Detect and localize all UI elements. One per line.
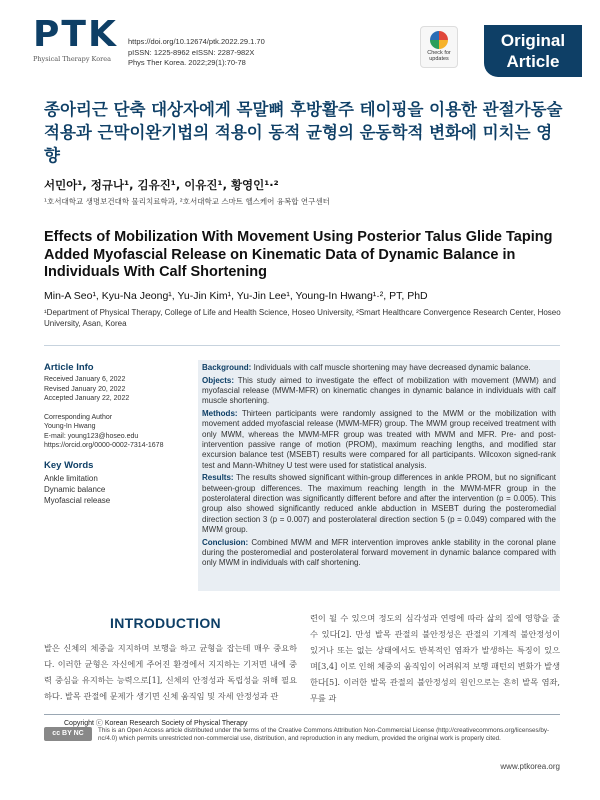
article-info-panel <box>44 362 194 506</box>
corresponding-author-label: Corresponding Author <box>44 413 113 421</box>
copyright-line: Copyright ⓒ Korean Research Society of Physical Therapy <box>64 720 248 727</box>
article-info-heading: Article Info <box>44 362 94 373</box>
korean-affiliation: ¹호서대학교 생명보건대학 물리치료학과, ²호서대학교 스마트 헬스케어 융복합 연구센터 <box>44 197 330 206</box>
abstract-methods-text: Thirteen participants were randomly assigned to the MWM or the mobilization with movement added myofascial release (MWM-MFR) group. The MWM group received treatment with only MWM, whereas the MWM-MFR group was treated with MWM and MFR. Pre- and post-intervention passive range of motion (PROM), maximum reaching lengths, and modified star excursion balance test (MSEBT) results were compared for all participants. Wilcoxon signed-rank test and Mann-Whitney U test were used for statistical analysis. <box>202 409 556 470</box>
abstract-methods <box>202 409 556 471</box>
english-title: Effects of Mobilization With Movement Using Posterior Talus Glide Taping Added Myofascial Release on Kinematic Data of Dynamic Balance in Individuals With Calf Shortening <box>44 229 553 280</box>
article-type-line-1: Original <box>500 31 566 50</box>
keyword-item: Dynamic balance <box>44 484 106 494</box>
abstract-results <box>202 473 556 535</box>
corresponding-author-name: Young-In Hwang <box>44 423 96 430</box>
license-text: This is an Open Access article distributed under the terms of the Creative Commons Attribution Non-Commercial License (http://creativecommons.org/licenses/by-nc/4.0) which permits unrestricted non-commercial use, distribution, and reproduction in any medium, provided the original work is properly cited. <box>98 727 550 742</box>
article-type-badge <box>484 25 582 77</box>
section-divider <box>44 345 560 346</box>
corresponding-author-orcid[interactable]: https://orcid.org/0000-0002-7314-1678 <box>44 442 164 449</box>
korean-title: 종아리근 단축 대상자에게 목말뼈 후방활주 테이핑을 이용한 관절가동술 적용과 근막이완기법의 적용이 동적 균형의 운동학적 변화에 미치는 영향 <box>44 100 563 165</box>
abstract-results-label: Results: <box>202 473 234 483</box>
footer-divider <box>44 714 560 715</box>
creative-commons-icon[interactable]: cc BY NC <box>44 727 92 741</box>
doi-link[interactable]: https://doi.org/10.12674/ptk.2022.29.1.70 <box>128 37 265 46</box>
journal-header <box>0 0 600 76</box>
journal-logo[interactable] <box>33 14 119 63</box>
journal-website-link[interactable]: www.ptkorea.org <box>500 762 560 771</box>
introduction-heading: INTRODUCTION <box>110 615 221 631</box>
check-label-2: updates <box>429 56 449 62</box>
english-authors: Min-A Seo¹, Kyu-Na Jeong¹, Yu-Jin Kim¹, Yu-Jin Lee¹, Young-In Hwang¹·², PT, PhD <box>44 290 428 302</box>
article-type-line-2: Article <box>506 52 560 71</box>
accepted-date: Accepted January 22, 2022 <box>44 395 130 402</box>
crossmark-icon <box>430 31 448 49</box>
korean-authors: 서민아¹, 정규나¹, 김유진¹, 이유진¹, 황영인¹·² <box>44 178 279 192</box>
english-affiliation: ¹Department of Physical Therapy, College of Life and Health Science, Hoseo University, ²Smart Healthcare Convergence Research Center, Hoseo University, Asan, Korea <box>44 308 561 328</box>
citation-line: Phys Ther Korea. 2022;29(1):70-78 <box>128 58 246 67</box>
abstract-methods-label: Methods: <box>202 409 238 419</box>
body-column-right: 련이 될 수 있으며 정도의 심각성과 연령에 따라 삶의 질에 영향을 줄 수 있다[2]. 만성 발목 관절의 불안정성은 관절의 기계적 불안정성이 있거나 또는 없는 상태에서도 반복적인 염좌가 발생하는 특징이 있으며[3,4] 이로 인해 체중의 움직임이 어려워져 보행 패턴의 변화가 발생한다[5]. 이러한 발목 관절의 불안정성의 원인으로는 흔히 발목 염좌, 무릎 과 <box>310 613 560 703</box>
revised-date: Revised January 20, 2022 <box>44 385 126 393</box>
abstract-background-label: Background: <box>202 363 252 372</box>
abstract-background-text: Individuals with calf muscle shortening may have decreased dynamic balance. <box>253 363 531 372</box>
corresponding-author-email[interactable]: E-mail: young123@hoseo.edu <box>44 432 139 440</box>
abstract-conclusion-text: Combined MWM and MFR intervention improves ankle stability in the coronal plane during the posteromedial and posterolateral forward movement in dynamic balance compared with only MWM in individuals with calf shortening. <box>202 537 556 568</box>
check-label-1: Check for <box>427 50 451 56</box>
abstract-objects <box>202 376 556 407</box>
logo-subtitle: Physical Therapy Korea <box>33 55 111 63</box>
abstract-objects-label: Objects: <box>202 375 235 385</box>
abstract-conclusion <box>202 538 556 569</box>
issn-line: pISSN: 1225-8962 eISSN: 2287-982X <box>128 47 255 57</box>
logo-wordmark: PTK <box>33 14 118 55</box>
abstract-results-text: The results showed significant within-group differences in ankle PROM, but no significant between-group differences. The maximum reaching length in the MWM-MFR group in the posterolateral direction was significantly different before and after the intervention (p = 0.005). This group also showed significantly reduced ankle abduction in MSEBT during the posteromedial direction section 3 (p = 0.007) and posterolateral direction section 5 (p = 0.049) compared with the MWM group. <box>202 473 557 534</box>
keywords-heading: Key Words <box>44 459 94 471</box>
received-date: Received January 6, 2022 <box>44 376 126 383</box>
abstract-conclusion-label: Conclusion: <box>202 537 249 547</box>
abstract-objects-text: This study aimed to investigate the effect of mobilization with movement (MWM) and myofascial release (MWM-MFR) on kinematic changes in dynamic balance in individuals with calf muscle shortening. <box>202 375 556 406</box>
abstract-background <box>202 363 556 373</box>
abstract-box <box>198 360 560 591</box>
body-column-left: 발은 신체의 체중을 지지하며 보행을 하고 균형을 잡는데 매우 중요하다. 이러한 균형은 자신에게 주어진 환경에서 지지하는 기저면 내에 중력 중심을 유지하는 능력으로[1], 신체의 안정성과 독립성을 위해 필요하다. 발목 관절에 문제가 생기면 신체 움직임 및 자세 안정성과 관 <box>44 643 297 701</box>
citation-meta <box>128 37 265 69</box>
keyword-item: Ankle limitation <box>44 473 98 483</box>
check-for-updates-button[interactable] <box>420 26 458 68</box>
keyword-item: Myofascial release <box>44 495 111 505</box>
